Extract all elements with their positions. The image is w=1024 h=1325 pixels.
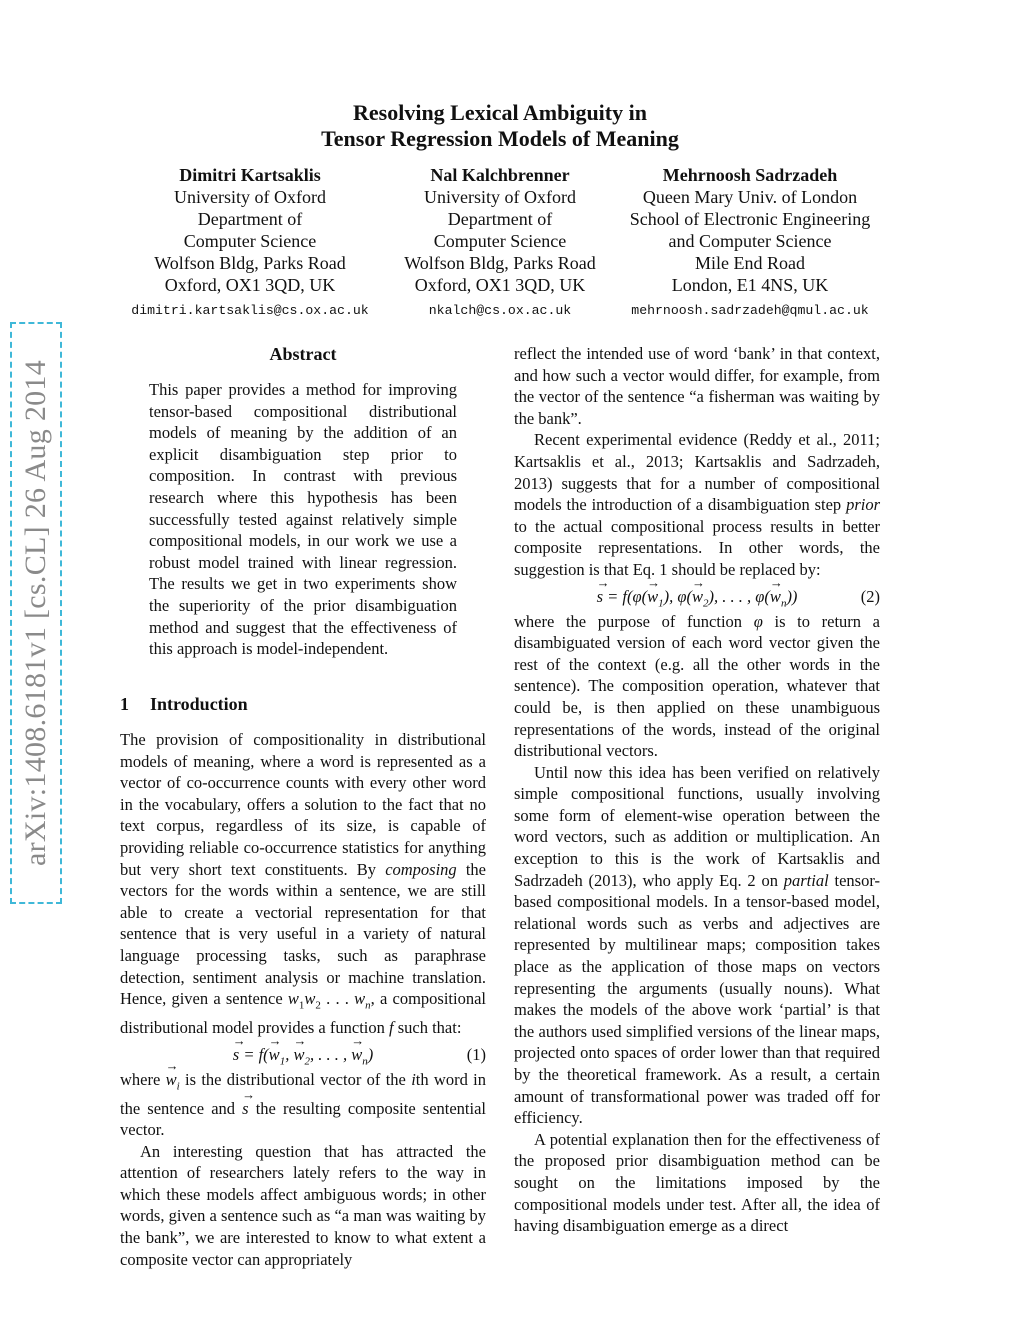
author-block-3	[612, 164, 888, 322]
intro-paragraph-8: A potential explanation then for the effectiveness of the proposed prior disambiguation method can be sought on the limitations imposed by the compositional models under test. After all, the idea of having disambiguation emerge as a direct	[514, 1129, 880, 1236]
equation-2-number: (2)	[860, 586, 880, 606]
abstract-text: This paper provides a method for improving tensor-based compositional distributional models of meaning by the addition of an explicit disambiguation step prior to composition. In contrast with previous research where this hypothesis has been successfully tested against relatively simple compositional models, in our work we use a robust model trained with linear regression. The results we get in two experiments show the superiority of the prior disambiguation method and suggest that the effectiveness of this approach is model-independent.	[149, 380, 457, 659]
author-affiliation: Wolfson Bldg, Parks Road	[154, 253, 346, 273]
author-name: Nal Kalchbrenner	[430, 165, 570, 185]
author-affiliation: Oxford, OX1 3QD, UK	[414, 275, 586, 295]
equation-2: → $s = f(\varphi(\to w_1)$, $\varphi(\to w_2)$, . . . , $\varphi(\to w_n)$) (2)	[514, 583, 880, 611]
author-affiliation: University of Oxford	[174, 187, 326, 207]
author-affiliation: Department of	[447, 209, 553, 229]
arxiv-stamp-text: arXiv:1408.6181v1 [cs.CL] 26 Aug 2014	[19, 359, 52, 867]
author-affiliation: Oxford, OX1 3QD, UK	[164, 275, 336, 295]
author-affiliation: and Computer Science	[668, 231, 832, 251]
intro-paragraph-3: An interesting question that has attracted the attention of researchers lately refers to the way in which these models affect ambiguous words; in other words, given a sentence such as “a man was waiting by the bank”, we are interested to know to what extent a composite vector can appropriately	[120, 1141, 486, 1269]
author-name: Mehrnoosh Sadrzadeh	[662, 165, 838, 185]
author-email[interactable]: nkalch@cs.ox.ac.uk	[428, 303, 572, 318]
intro-paragraph-7: Until now this idea has been verified on relatively simple compositional functions, usually involving some form of element-wise operation between the word vectors, such as addition or multiplication. An exception to this is the work of Kartsaklis and Sadrzadeh (2013), who apply Eq. 2 on partial tensor-based compositional models. In a tensor-based model, relational words such as verbs and adjectives are represented by multilinear maps; composition takes place as the application of those maps on vectors representing the arguments (usually nouns). What makes the models of the above work ‘partial’ is that the authors used simplified versions of the linear maps, projected onto spaces of order lower than that required by the theoretical framework. As a result, a certain amount of transformational power was traded off for efficiency.	[514, 762, 880, 1128]
author-affiliation: Computer Science	[433, 231, 567, 251]
author-affiliation: Computer Science	[183, 231, 317, 251]
left-column-body	[120, 729, 486, 1270]
author-affiliation: Mile End Road	[695, 253, 805, 273]
intro-paragraph-4: reflect the intended use of word ‘bank’ in that context, and how such a vector would differ, for example, from the vector of the sentence “a fisherman was waiting by the bank”.	[514, 344, 880, 428]
equation-1: → $s = f(\to w_1$, → $w_2$, . . . , → $w_n$) (1)	[120, 1041, 486, 1069]
intro-paragraph-2: where → $w_i$ is the distributional vector of the ith word in the sentence and → s the resulting composite sentential vector.	[120, 1069, 486, 1141]
author-affiliation: School of Electronic Engineering	[629, 209, 871, 229]
author-affiliation: Wolfson Bldg, Parks Road	[404, 253, 596, 273]
title-line-2: Tensor Regression Models of Meaning	[321, 126, 679, 151]
author-name: Dimitri Kartsaklis	[179, 165, 321, 185]
author-affiliation: Queen Mary Univ. of London	[642, 187, 858, 207]
author-email[interactable]: dimitri.kartsaklis@cs.ox.ac.uk	[131, 303, 369, 318]
author-affiliation: London, E1 4NS, UK	[671, 275, 829, 295]
author-affiliation: Department of	[197, 209, 303, 229]
section-title: Introduction	[150, 694, 248, 714]
paper-title	[0, 100, 1000, 152]
abstract-heading: Abstract	[269, 344, 337, 364]
right-column-body	[514, 343, 880, 1237]
intro-paragraph-1: The provision of compositionality in distributional models of meaning, where a word is represented as a vector of co-occurrence counts with every other word in the vocabulary, offers a solution to the fact that no text corpus, regardless of its size, is capable of providing reliable co-occurrence statistics for anything but very short text constituents. By composing the vectors for the words within a sentence, we are still able to create a vectorial representation for that sentence that is very useful in a variety of natural language processing tasks, such as paraphrase detection, sentiment analysis or machine translation. Hence, given a sentence $w_1w_2$ . . . $w_n$, a compositional distributional model provides a function f such that:	[120, 730, 486, 1038]
equation-1-number: (1)	[466, 1044, 486, 1064]
author-email[interactable]: mehrnoosh.sadrzadeh@qmul.ac.uk	[631, 303, 869, 318]
arxiv-stamp	[10, 322, 62, 904]
intro-paragraph-5: Recent experimental evidence (Reddy et al., 2011; Kartsaklis et al., 2013; Kartsaklis and Sadrzadeh, 2013) suggests that for a number of compositional models the introduction of a disambiguation step prior to the actual compositional process results in better composite representations. In other words, the suggestion is that Eq. 1 should be replaced by:	[514, 430, 880, 579]
section-heading	[120, 694, 248, 715]
author-block-1	[115, 164, 385, 322]
author-affiliation: University of Oxford	[424, 187, 576, 207]
section-number: 1	[120, 694, 129, 714]
author-block-2	[390, 164, 610, 322]
title-line-1: Resolving Lexical Ambiguity in	[353, 100, 647, 125]
intro-paragraph-6: where the purpose of function φ is to return a disambiguated version of each word vector given the rest of the context (e.g. all the other words in the sentence). The composition operation, whatever that could be, is then applied on these unambiguous representations of the words, instead of the original distributional vectors.	[514, 611, 881, 761]
